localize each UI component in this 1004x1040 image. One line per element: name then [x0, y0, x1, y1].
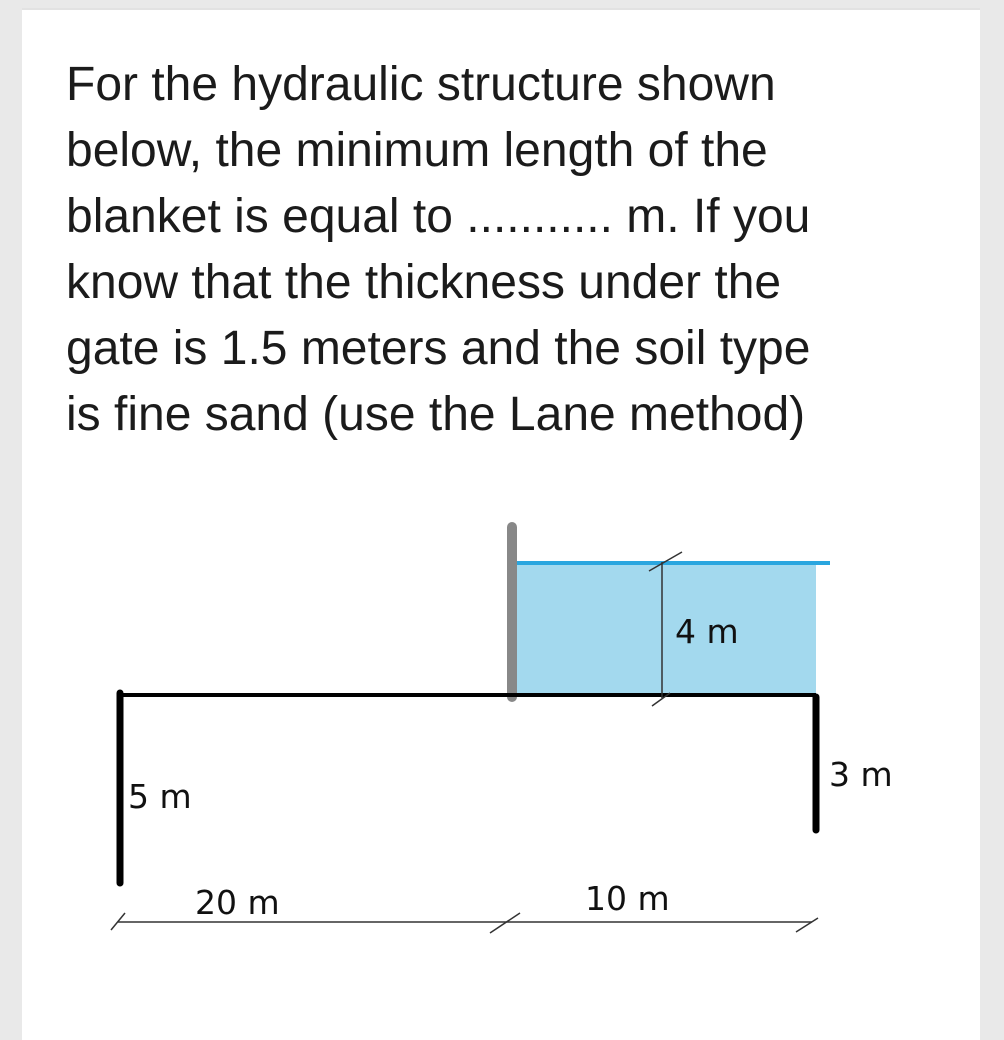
upstream-length-label: 20 m	[195, 883, 280, 922]
downstream-cutoff-label: 3 m	[829, 755, 893, 794]
dimension-tick-middle	[490, 913, 520, 933]
downstream-length-label: 10 m	[585, 879, 670, 918]
water-depth-label: 4 m	[675, 612, 739, 651]
dimension-tick-right	[796, 918, 818, 932]
question-text: For the hydraulic structure shown below, the minimum length of the blanket is equal to ........... m. If you know that the thickness under the gate is 1.5 meters and the soil type is fine sand (use the Lane method)	[66, 58, 811, 441]
water-body	[514, 563, 816, 696]
upstream-cutoff-label: 5 m	[128, 777, 192, 816]
